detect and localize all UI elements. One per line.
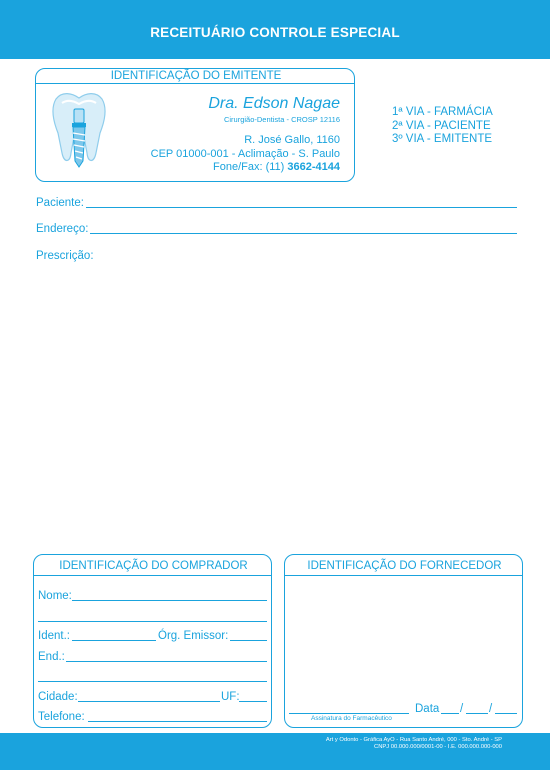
doctor-phone: [213, 161, 340, 173]
comprador-box: [33, 554, 272, 728]
doctor-cep: CEP 01000-001 - Aclimação - S. Paulo: [150, 148, 340, 160]
nome-label: Nome:: [38, 590, 72, 602]
uf-field[interactable]: [239, 701, 267, 702]
assinatura-field[interactable]: [289, 713, 409, 714]
end-label: End.:: [38, 651, 65, 663]
header-bar: [0, 0, 550, 59]
prescricao-area[interactable]: [36, 268, 516, 538]
footer-credit-line2: CNPJ 00.000.000/0001-00 - I.E. 000.000.000-000: [374, 744, 502, 750]
orgao-emissor-label: Órg. Emissor:: [158, 630, 229, 642]
paciente-field[interactable]: [86, 207, 517, 208]
endereco-field[interactable]: [90, 233, 517, 234]
emitente-title-divider: [36, 83, 354, 84]
footer-credit-line1: Art y Odonto - Gráfica AyO - Rua Santo André, 000 - Sto. André - SP: [325, 737, 502, 743]
data-day-field[interactable]: [441, 713, 459, 714]
end-field-line2[interactable]: [38, 681, 267, 682]
via-paciente: 2ª VIA - PACIENTE: [392, 119, 491, 132]
data-slash-1: /: [460, 703, 464, 715]
copies-list: [392, 106, 493, 147]
footer-bar: [0, 733, 550, 770]
ident-field[interactable]: [72, 640, 156, 641]
doctor-address: R. José Gallo, 1160: [244, 134, 340, 146]
paciente-label: Paciente:: [36, 197, 84, 209]
data-label: Data: [415, 703, 440, 715]
cidade-label: Cidade:: [38, 691, 78, 703]
nome-field-line2[interactable]: [38, 621, 267, 622]
nome-field[interactable]: [72, 600, 267, 601]
via-farmacia: 1ª VIA - FARMÁCIA: [392, 106, 493, 118]
data-month-field[interactable]: [466, 713, 488, 714]
orgao-emissor-field[interactable]: [230, 640, 267, 641]
tooth-implant-icon: [48, 89, 110, 173]
uf-label: UF:: [221, 691, 240, 703]
emitente-box: [35, 68, 355, 182]
fornecedor-box: [284, 554, 523, 728]
data-slash-2: /: [489, 703, 493, 715]
doctor-registration: Cirurgião-Dentista - CROSP 12116: [223, 115, 340, 124]
telefone-label: Telefone:: [38, 711, 85, 723]
phone-number: 3662-4144: [287, 161, 340, 173]
assinatura-label: Assinatura do Farmacêutico: [311, 715, 392, 722]
comprador-section-title: IDENTIFICAÇÃO DO COMPRADOR: [59, 560, 248, 572]
prescricao-label: Prescrição:: [36, 250, 94, 262]
data-year-field[interactable]: [495, 713, 517, 714]
phone-prefix: Fone/Fax: (11): [213, 161, 285, 173]
doctor-name: Dra. Edson Nagae: [208, 95, 340, 112]
document-title: RECEITUÁRIO CONTROLE ESPECIAL: [150, 25, 400, 40]
comprador-title-divider: [34, 575, 271, 576]
ident-label: Ident.:: [38, 630, 70, 642]
cidade-field[interactable]: [78, 701, 220, 702]
endereco-label: Endereço:: [36, 223, 89, 235]
fornecedor-section-title: IDENTIFICAÇÃO DO FORNECEDOR: [307, 560, 502, 572]
telefone-field[interactable]: [88, 721, 267, 722]
emitente-section-title: IDENTIFICAÇÃO DO EMITENTE: [110, 70, 282, 82]
fornecedor-title-divider: [285, 575, 522, 576]
via-emitente: 3º VIA - EMITENTE: [392, 133, 493, 145]
end-field[interactable]: [66, 661, 267, 662]
